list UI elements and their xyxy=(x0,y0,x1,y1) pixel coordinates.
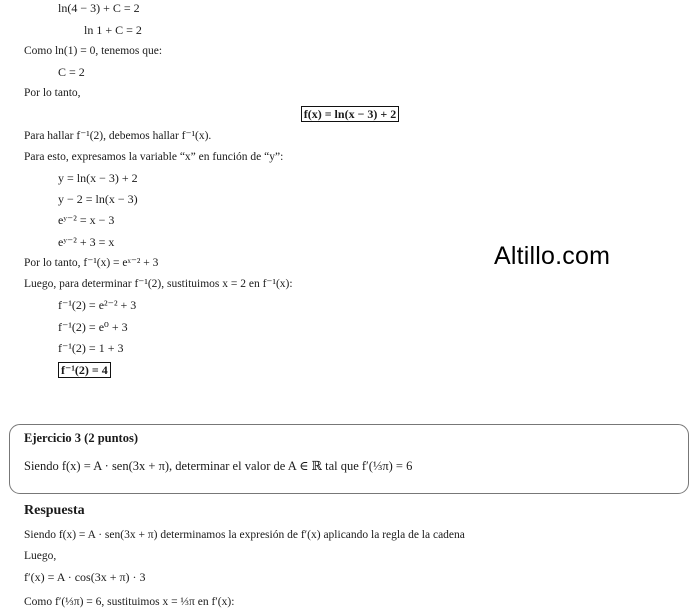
text-line: Como ln(1) = 0, tenemos que: xyxy=(24,45,163,57)
exercise-statement: Siendo f(x) = A · sen(3x + π), determinar el valor de A ∈ ℝ tal que f′(⅓π) = 6 xyxy=(24,459,413,473)
boxed-result-row xyxy=(58,362,111,378)
text-line: Luego, xyxy=(24,550,57,562)
equation-line: f⁻¹(2) = e²⁻² + 3 xyxy=(58,298,137,312)
text-line: Como f′(⅓π) = 6, sustituimos x = ⅓π en f′(x): xyxy=(24,596,235,608)
text-line: Luego, para determinar f⁻¹(2), sustituimos x = 2 en f⁻¹(x): xyxy=(24,278,293,290)
text-line: Siendo f(x) = A · sen(3x + π) determinamos la expresión de f′(x) aplicando la regla de la cadena xyxy=(24,529,465,541)
equation-line: f′(x) = A · cos(3x + π) · 3 xyxy=(24,570,146,584)
equation-line: y − 2 = ln(x − 3) xyxy=(58,192,138,206)
equation-line: ln(4 − 3) + C = 2 xyxy=(58,1,140,15)
equation-line: eʸ⁻² + 3 = x xyxy=(58,235,115,249)
boxed-result-value: f⁻¹(2) = 4 xyxy=(58,362,111,378)
text-line: Para hallar f⁻¹(2), debemos hallar f⁻¹(x). xyxy=(24,130,212,142)
boxed-result-row xyxy=(0,106,700,122)
text-line: Por lo tanto, f⁻¹(x) = eˣ⁻² + 3 xyxy=(24,257,159,269)
equation-line: f⁻¹(2) = 1 + 3 xyxy=(58,341,124,355)
boxed-result-function: f(x) = ln(x − 3) + 2 xyxy=(301,106,400,122)
equation-line: f⁻¹(2) = e⁰ + 3 xyxy=(58,320,128,334)
equation-line: ln 1 + C = 2 xyxy=(84,23,142,37)
equation-line: y = ln(x − 3) + 2 xyxy=(58,171,138,185)
exercise-box xyxy=(9,424,689,494)
exercise-title: Ejercicio 3 (2 puntos) xyxy=(24,431,138,445)
answer-heading: Respuesta xyxy=(24,503,85,518)
text-line: Para esto, expresamos la variable “x” en función de “y”: xyxy=(24,151,284,163)
text-line: Por lo tanto, xyxy=(24,87,81,99)
equation-line: eʸ⁻² = x − 3 xyxy=(58,213,115,227)
equation-line: C = 2 xyxy=(58,65,85,79)
watermark-logo: Altillo.com xyxy=(494,242,611,270)
